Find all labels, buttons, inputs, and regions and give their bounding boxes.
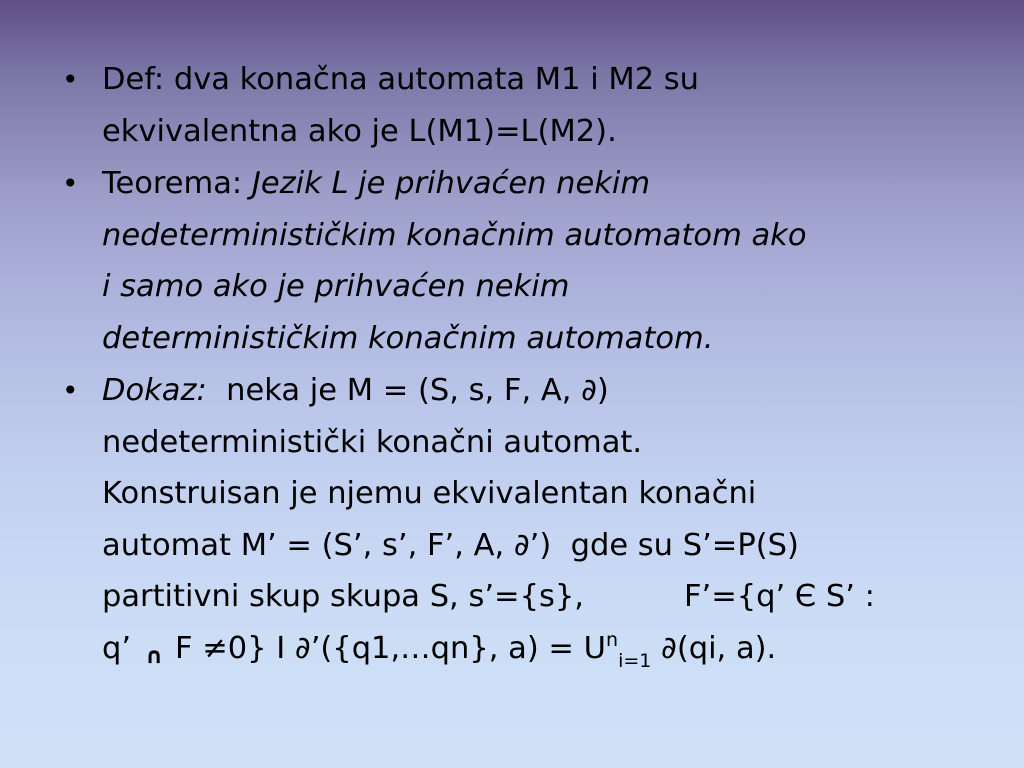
- proof-text-6a: q’: [102, 630, 132, 666]
- proof-line-6: [102, 623, 980, 683]
- theorem-label: Teorema:: [102, 166, 252, 201]
- definition-line-2: ekvivalentna ako je L(M1)=L(M2).: [102, 113, 617, 149]
- proof-line-4: automat M’ = (S’, s’, F’, A, ∂’) gde su S’=P(S): [102, 527, 799, 563]
- slide-body: [60, 54, 980, 683]
- bullet-dot: •: [62, 374, 79, 407]
- proof-line-3: Konstruisan je njemu ekvivalentan konačni: [102, 476, 757, 511]
- definition-line-1: Def: dva konačna automata M1 i M2 su: [102, 62, 700, 97]
- proof-line-5: [102, 571, 980, 623]
- proof-text-5b: F’={q’ Є S’ :: [683, 579, 875, 614]
- bullet-theorem: [60, 158, 980, 364]
- theorem-text-1: Jezik L je prihvaćen nekim: [251, 166, 651, 201]
- proof-text-1: neka je M = (S, s, F, A, ∂): [206, 373, 609, 408]
- proof-label: Dokaz:: [102, 373, 207, 408]
- bullet-definition: [60, 54, 980, 157]
- bullet-dot: •: [62, 167, 79, 200]
- theorem-line-3: i samo ako je prihvaćen nekim: [102, 269, 570, 304]
- proof-text-5a: partitivni skup skupa S, s’={s},: [102, 579, 584, 614]
- proof-line-1: [102, 365, 980, 417]
- theorem-line-1: [102, 158, 980, 210]
- intersection-symbol-icon: ∩: [145, 643, 163, 669]
- bullet-proof: [60, 365, 980, 682]
- theorem-line-2: nedeterminističkim konačnim automatom ako: [102, 217, 807, 253]
- proof-text-6c: ∂(qi, a).: [651, 630, 777, 666]
- union-superscript: n: [606, 628, 619, 651]
- theorem-line-4: determinističkim konačnim automatom.: [102, 320, 714, 356]
- union-subscript: i=1: [618, 649, 652, 672]
- bullet-dot: •: [62, 63, 79, 96]
- proof-text-6b: F ≠0} I ∂’({q1,…qn}, a) = U: [174, 630, 607, 666]
- proof-line-2: nedeterministički konačni automat.: [102, 424, 643, 460]
